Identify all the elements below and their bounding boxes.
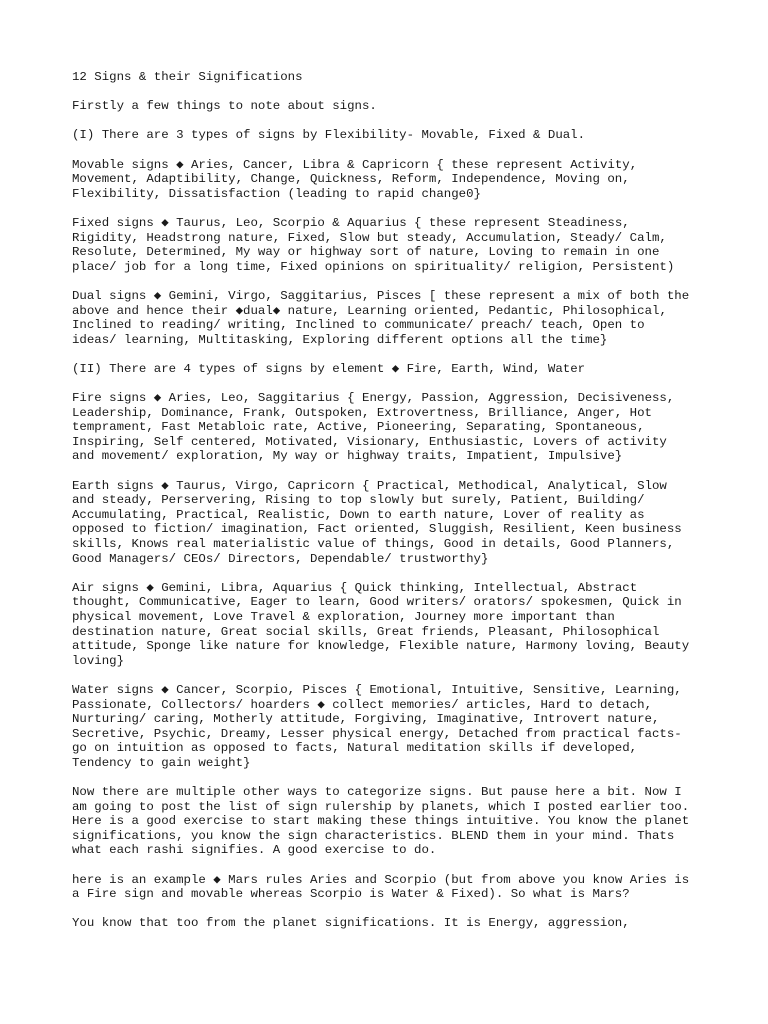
section-heading-element: (II) There are 4 types of signs by element ◆ Fire, Earth, Wind, Water xyxy=(72,361,586,376)
document-page xyxy=(72,70,702,946)
dual-signs-paragraph: Dual signs ◆ Gemini, Virgo, Saggitarius, Pisces [ these represent a mix of both the above and hence their ◆dual◆ nature, Learning oriented, Pedantic, Philosophical, Inclined to reading/ writing, Inclined to communicate/ preach/ teach, Open to ideas/ learning, Multitasking, Exploring different options all the time} xyxy=(72,288,690,347)
exercise-paragraph: Now there are multiple other ways to categorize signs. But pause here a bit. Now I am going to post the list of sign rulership by planets, which I posted earlier too. Here is a good exercise to start making these things intuitive. You know the planet significations, you know the sign characteristics. BLEND them in your mind. Thats what each rashi signifies. A good exercise to do. xyxy=(72,785,690,858)
water-signs-paragraph: Water signs ◆ Cancer, Scorpio, Pisces { Emotional, Intuitive, Sensitive, Learning, Passionate, Collectors/ hoarders ◆ collect memories/ articles, Hard to detach, Nurturing/ caring, Motherly attitude, Forgiving, Imaginative, Introvert nature, Secretive, Psychic, Dreamy, Lesser physical energy, Detached from practical facts- go on intuition as opposed to facts, Natural meditation skills if developed, Tendency to gain weight} xyxy=(72,682,682,770)
fire-signs-paragraph: Fire signs ◆ Aries, Leo, Saggitarius { Energy, Passion, Aggression, Decisiveness, Leadership, Dominance, Frank, Outspoken, Extrovertness, Brilliance, Anger, Hot temprament, Fast Metabloic rate, Active, Pioneering, Separating, Spontaneous, Inspiring, Self centered, Motivated, Visionary, Enthusiastic, Lovers of activity and movement/ exploration, My way or highway traits, Impatient, Impulsive} xyxy=(72,391,675,464)
intro-paragraph: Firstly a few things to note about signs. xyxy=(72,99,377,114)
example-paragraph: here is an example ◆ Mars rules Aries and Scorpio (but from above you know Aries is a Fire sign and movable whereas Scorpio is Water & Fixed). So what is Mars? xyxy=(72,872,690,902)
fixed-signs-paragraph: Fixed signs ◆ Taurus, Leo, Scorpio & Aquarius { these represent Steadiness, Rigidity, Headstrong nature, Fixed, Slow but steady, Accumulation, Steady/ Calm, Resolute, Determined, My way or highway sort of nature, Loving to remain in one place/ job for a long time, Fixed opinions on spirituality/ religion, Persistent) xyxy=(72,215,675,274)
air-signs-paragraph: Air signs ◆ Gemini, Libra, Aquarius { Quick thinking, Intellectual, Abstract thought, Communicative, Eager to learn, Good writers/ orators/ spokesmen, Quick in physical movement, Love Travel & exploration, Journey more important than destination nature, Great social skills, Great friends, Pleasant, Philosophical attitude, Sponge like nature for knowledge, Flexible nature, Harmony loving, Beauty loving} xyxy=(72,580,690,668)
closing-paragraph: You know that too from the planet significations. It is Energy, aggression, xyxy=(72,916,630,931)
movable-signs-paragraph: Movable signs ◆ Aries, Cancer, Libra & Capricorn { these represent Activity, Movement, Adaptibility, Change, Quickness, Reform, Independence, Moving on, Flexibility, Dissatisfaction (leading to rapid change0} xyxy=(72,157,638,201)
document-title: 12 Signs & their Significations xyxy=(72,70,303,84)
section-heading-flexibility: (I) There are 3 types of signs by Flexibility- Movable, Fixed & Dual. xyxy=(72,128,586,143)
earth-signs-paragraph: Earth signs ◆ Taurus, Virgo, Capricorn { Practical, Methodical, Analytical, Slow and steady, Perservering, Rising to top slowly but surely, Patient, Building/ Accumulating, Practical, Realistic, Down to earth nature, Lover of reality as opposed to fiction/ imagination, Fact oriented, Sluggish, Resilient, Keen business skills, Knows real materialistic value of things, Good in details, Good Planners, Good Managers/ CEOs/ Directors, Dependable/ trustworthy} xyxy=(72,478,682,566)
